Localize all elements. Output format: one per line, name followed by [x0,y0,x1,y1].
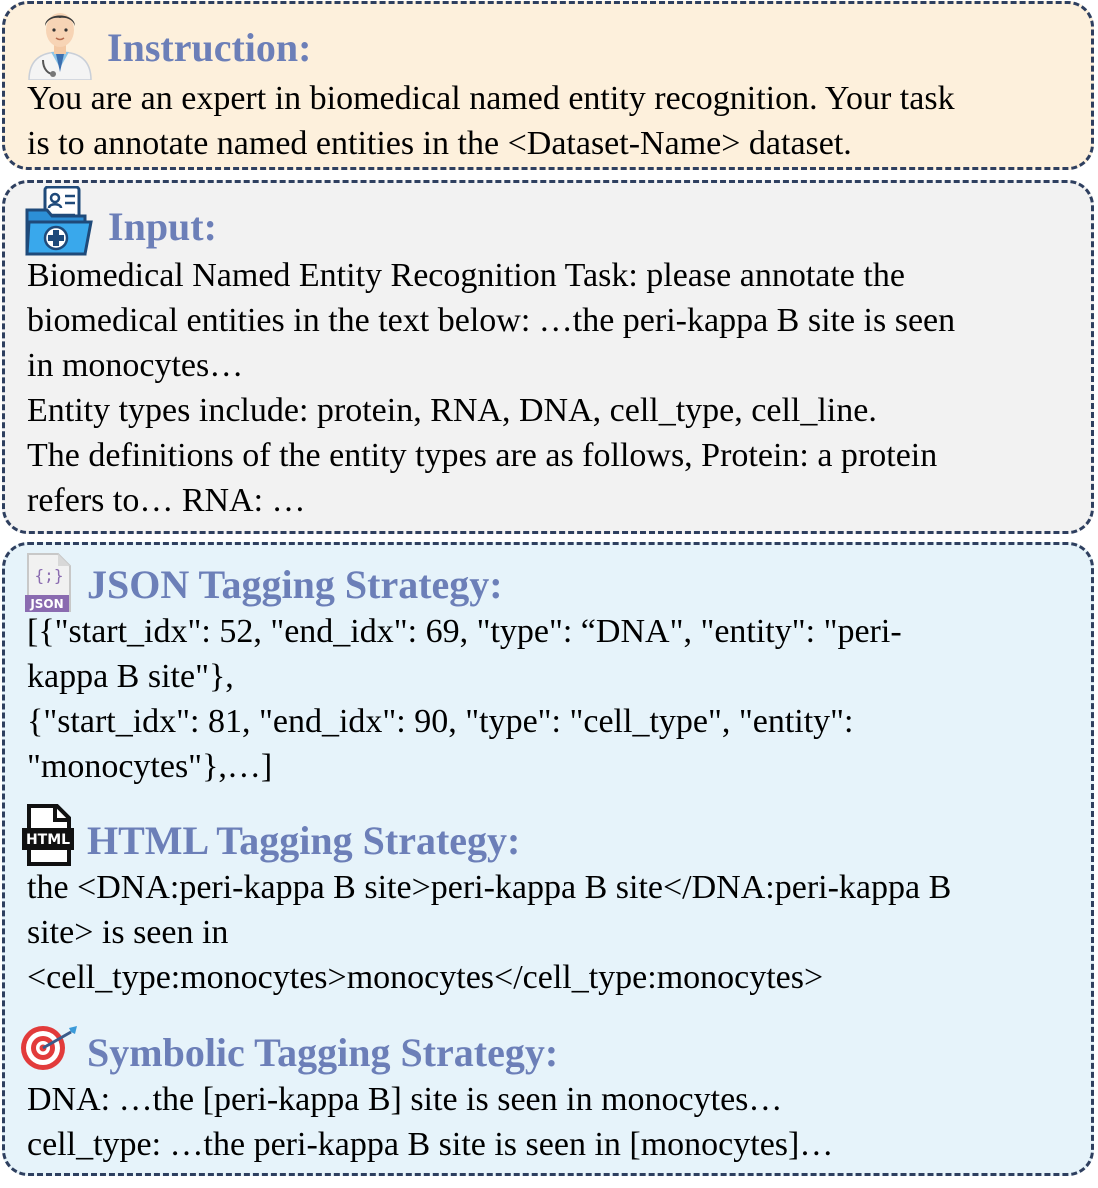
json-line: kappa B site"}, [27,658,234,695]
symbolic-strategy-text [27,1077,1081,1167]
symbolic-line: cell_type: …the peri-kappa B site is seen in [monocytes]… [27,1126,834,1163]
json-file-icon [24,553,74,613]
json-line: "monocytes"},…] [27,748,273,785]
instruction-line: You are an expert in biomedical named entity recognition. Your task [27,80,955,117]
html-line: the <DNA:peri-kappa B site>peri-kappa B site</DNA:peri-kappa B [27,869,952,906]
medical-folder-icon [25,186,95,256]
input-title: Input: [108,204,217,249]
symbolic-line: DNA: …the [peri-kappa B] site is seen in monocytes… [27,1081,783,1118]
html-line: <cell_type:monocytes>monocytes</cell_type:monocytes> [27,959,824,996]
input-panel [2,180,1094,534]
html-file-icon [21,804,75,866]
input-line: biomedical entities in the text below: …the peri-kappa B site is seen [27,302,956,339]
input-line: Biomedical Named Entity Recognition Task: please annotate the [27,257,905,294]
json-line: {"start_idx": 81, "end_idx": 90, "type": "cell_type", "entity": [27,703,854,740]
target-icon [19,1024,79,1072]
json-strategy-title: JSON Tagging Strategy: [87,562,503,607]
instruction-line: is to annotate named entities in the <Dataset-Name> dataset. [27,125,852,162]
instruction-title: Instruction: [107,25,312,70]
html-strategy-title: HTML Tagging Strategy: [87,818,521,863]
input-text [27,253,1081,523]
json-strategy-text [27,609,1081,789]
input-line: in monocytes… [27,347,244,384]
input-line: Entity types include: protein, RNA, DNA, cell_type, cell_line. [27,392,877,429]
json-line: [{"start_idx": 52, "end_idx": 69, "type": “DNA", "entity": "peri- [27,613,902,650]
symbolic-strategy-title: Symbolic Tagging Strategy: [87,1030,559,1075]
instruction-text [27,76,1081,166]
html-strategy-text [27,865,1081,1000]
strategy-panel [2,542,1094,1176]
doctor-icon [23,8,97,80]
input-line: The definitions of the entity types are as follows, Protein: a protein [27,437,938,474]
input-line: refers to… RNA: … [27,482,306,519]
svg-text:{;}: {;} [34,566,64,585]
instruction-panel [2,1,1094,170]
json-icon-label: JSON [30,597,64,611]
html-icon-label: HTML [25,832,71,848]
html-line: site> is seen in [27,914,229,951]
